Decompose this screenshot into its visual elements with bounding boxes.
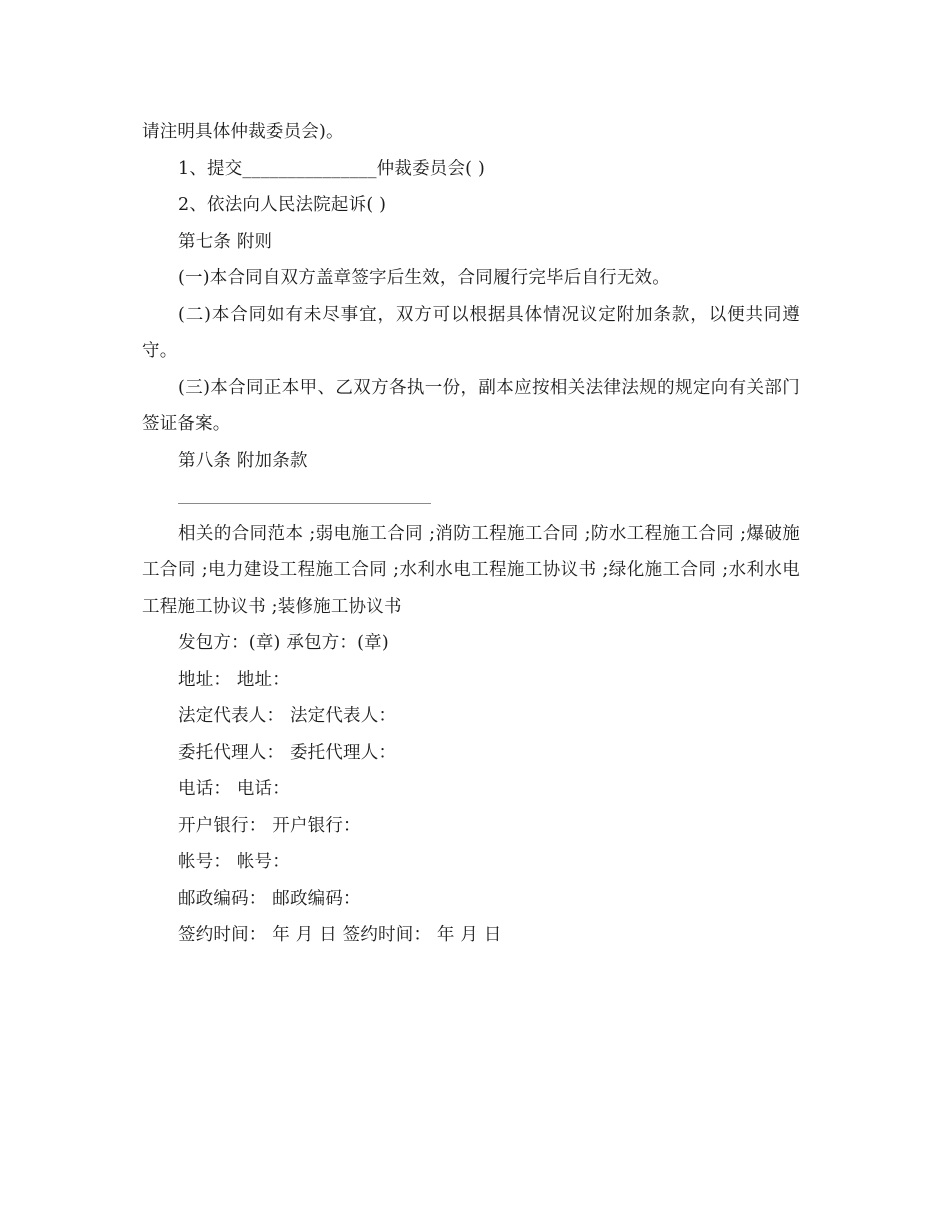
- address-line: 地址： 地址：: [178, 669, 290, 690]
- document-body: [142, 114, 800, 954]
- legal-rep-line: 法定代表人： 法定代表人：: [178, 706, 397, 726]
- party-seals: 发包方：(章) 承包方：(章): [178, 633, 389, 653]
- related-contracts: 相关的合同范本 ;弱电施工合同 ;消防工程施工合同 ;防水工程施工合同 ;爆破施工合同 ;电力建设工程施工合同 ;水利水电工程施工协议书 ;绿化施工合同 ;水利水电工程施工协议书 ;装修施工协议书: [142, 523, 800, 617]
- arbitration-option-1: 1、提交_______________仲裁委员会( ): [178, 158, 486, 179]
- agent-line: 委托代理人： 委托代理人：: [178, 742, 397, 763]
- article-8-heading: 第八条 附加条款: [178, 450, 308, 471]
- postcode-line: 邮政编码： 邮政编码：: [178, 888, 361, 909]
- arbitration-option-2: 2、依法向人民法院起诉( ): [178, 195, 387, 215]
- bank-line: 开户银行： 开户银行：: [178, 815, 361, 836]
- blank-fill-line: [142, 479, 800, 516]
- article-7-heading: 第七条 附则: [178, 231, 273, 252]
- clause-7-3: (三)本合同正本甲、乙双方各执一份，副本应按相关法律法规的规定向有关部门签证备案。: [142, 377, 800, 434]
- clause-7-1: (一)本合同自双方盖章签字后生效，合同履行完毕后自行无效。: [178, 268, 670, 288]
- account-line: 帐号： 帐号：: [178, 852, 290, 872]
- phone-line: 电话： 电话：: [178, 779, 290, 799]
- clause-7-2: (二)本合同如有未尽事宜，双方可以根据具体情况议定附加条款，以便共同遵守。: [142, 304, 800, 361]
- arbitration-note: 请注明具体仲裁委员会)。: [142, 122, 344, 142]
- sign-date-line: 签约时间： 年 月 日 签约时间： 年 月 日: [178, 925, 502, 945]
